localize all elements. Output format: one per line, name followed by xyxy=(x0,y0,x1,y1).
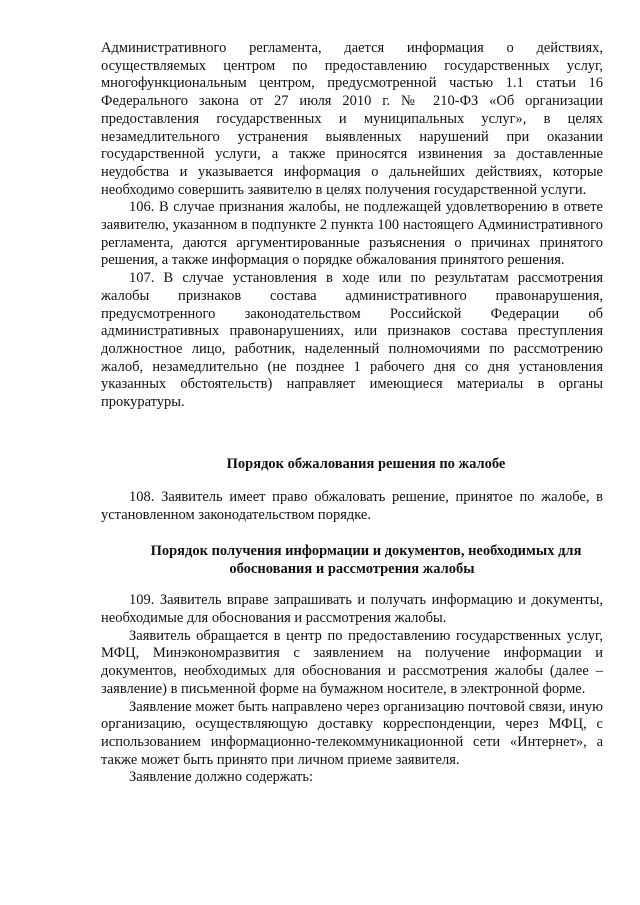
spacer xyxy=(101,473,603,489)
paragraph-application-content: Заявление должно содержать: xyxy=(129,769,313,786)
document-body xyxy=(101,40,603,787)
paragraph-106: 106. В случае признания жалобы, не подлежащей удовлетворению в ответе заявителю, указанном в подпункте 2 пункта 100 настоящего Административного регламента, даются аргументированные разъяснения о причинах принятого решения, а также информация о порядке обжалования принятого решения. xyxy=(101,199,603,269)
paragraph-application-submission: Заявитель обращается в центр по предоставлению государственных услуг, МФЦ, Минэкономразвития с заявлением на получение информации и документов, необходимых для обоснования и рассмотрения жалобы (далее – заявление) в письменной форме на бумажном носителе, в электронной форме. xyxy=(101,627,603,697)
spacer xyxy=(101,412,603,456)
paragraph-107: 107. В случае установления в ходе или по результатам рассмотрения жалобы признаков состава административного правонарушения, предусмотренного законодательством Российской Федерации об административных правонарушениях, или признаков состава преступления должностное лицо, работник, наделенный полномочиями по рассмотрению жалоб, незамедлительно (не позднее 1 рабочего дня со дня установления указанных обстоятельств) направляет имеющиеся материалы в органы прокуратуры. xyxy=(101,270,603,411)
section-heading-appeal-decision: Порядок обжалования решения по жалобе xyxy=(226,455,506,472)
spacer xyxy=(101,578,603,592)
paragraph-108: 108. Заявитель имеет право обжаловать решение, принятое по жалобе, в установленном законодательством порядке. xyxy=(101,489,603,524)
paragraph-continuation: Административного регламента, дается информация о действиях, осуществляемых центром по предоставлению государственных услуг, многофункциональным центром, предусмотренной частью 1.1 статьи 16 Федерального закона от 27 июля 2010 г. № 210-ФЗ «Об организации предоставления государственных и муниципальных услуг», в целях незамедлительного устранения выявленных нарушений при оказании государственной услуги, а также приносятся извинения за доставленные неудобства и указывается информация о дальнейших действиях, которые необходимо совершить заявителю в целях получения государственной услуги. xyxy=(101,40,603,198)
paragraph-application-delivery: Заявление может быть направлено через организацию почтовой связи, иную организацию, осуществляющую доставку корреспонденции, через МФЦ, с использованием информационно-телекоммуникационной сети «Интернет», а также может быть принято при личном приеме заявителя. xyxy=(101,698,603,768)
section-heading-information-documents: Порядок получения информации и документов, необходимых для обоснования и рассмотрения жалобы xyxy=(150,542,582,577)
spacer xyxy=(101,525,603,543)
paragraph-109: 109. Заявитель вправе запрашивать и получать информацию и документы, необходимые для обоснования и рассмотрения жалобы. xyxy=(101,592,603,626)
